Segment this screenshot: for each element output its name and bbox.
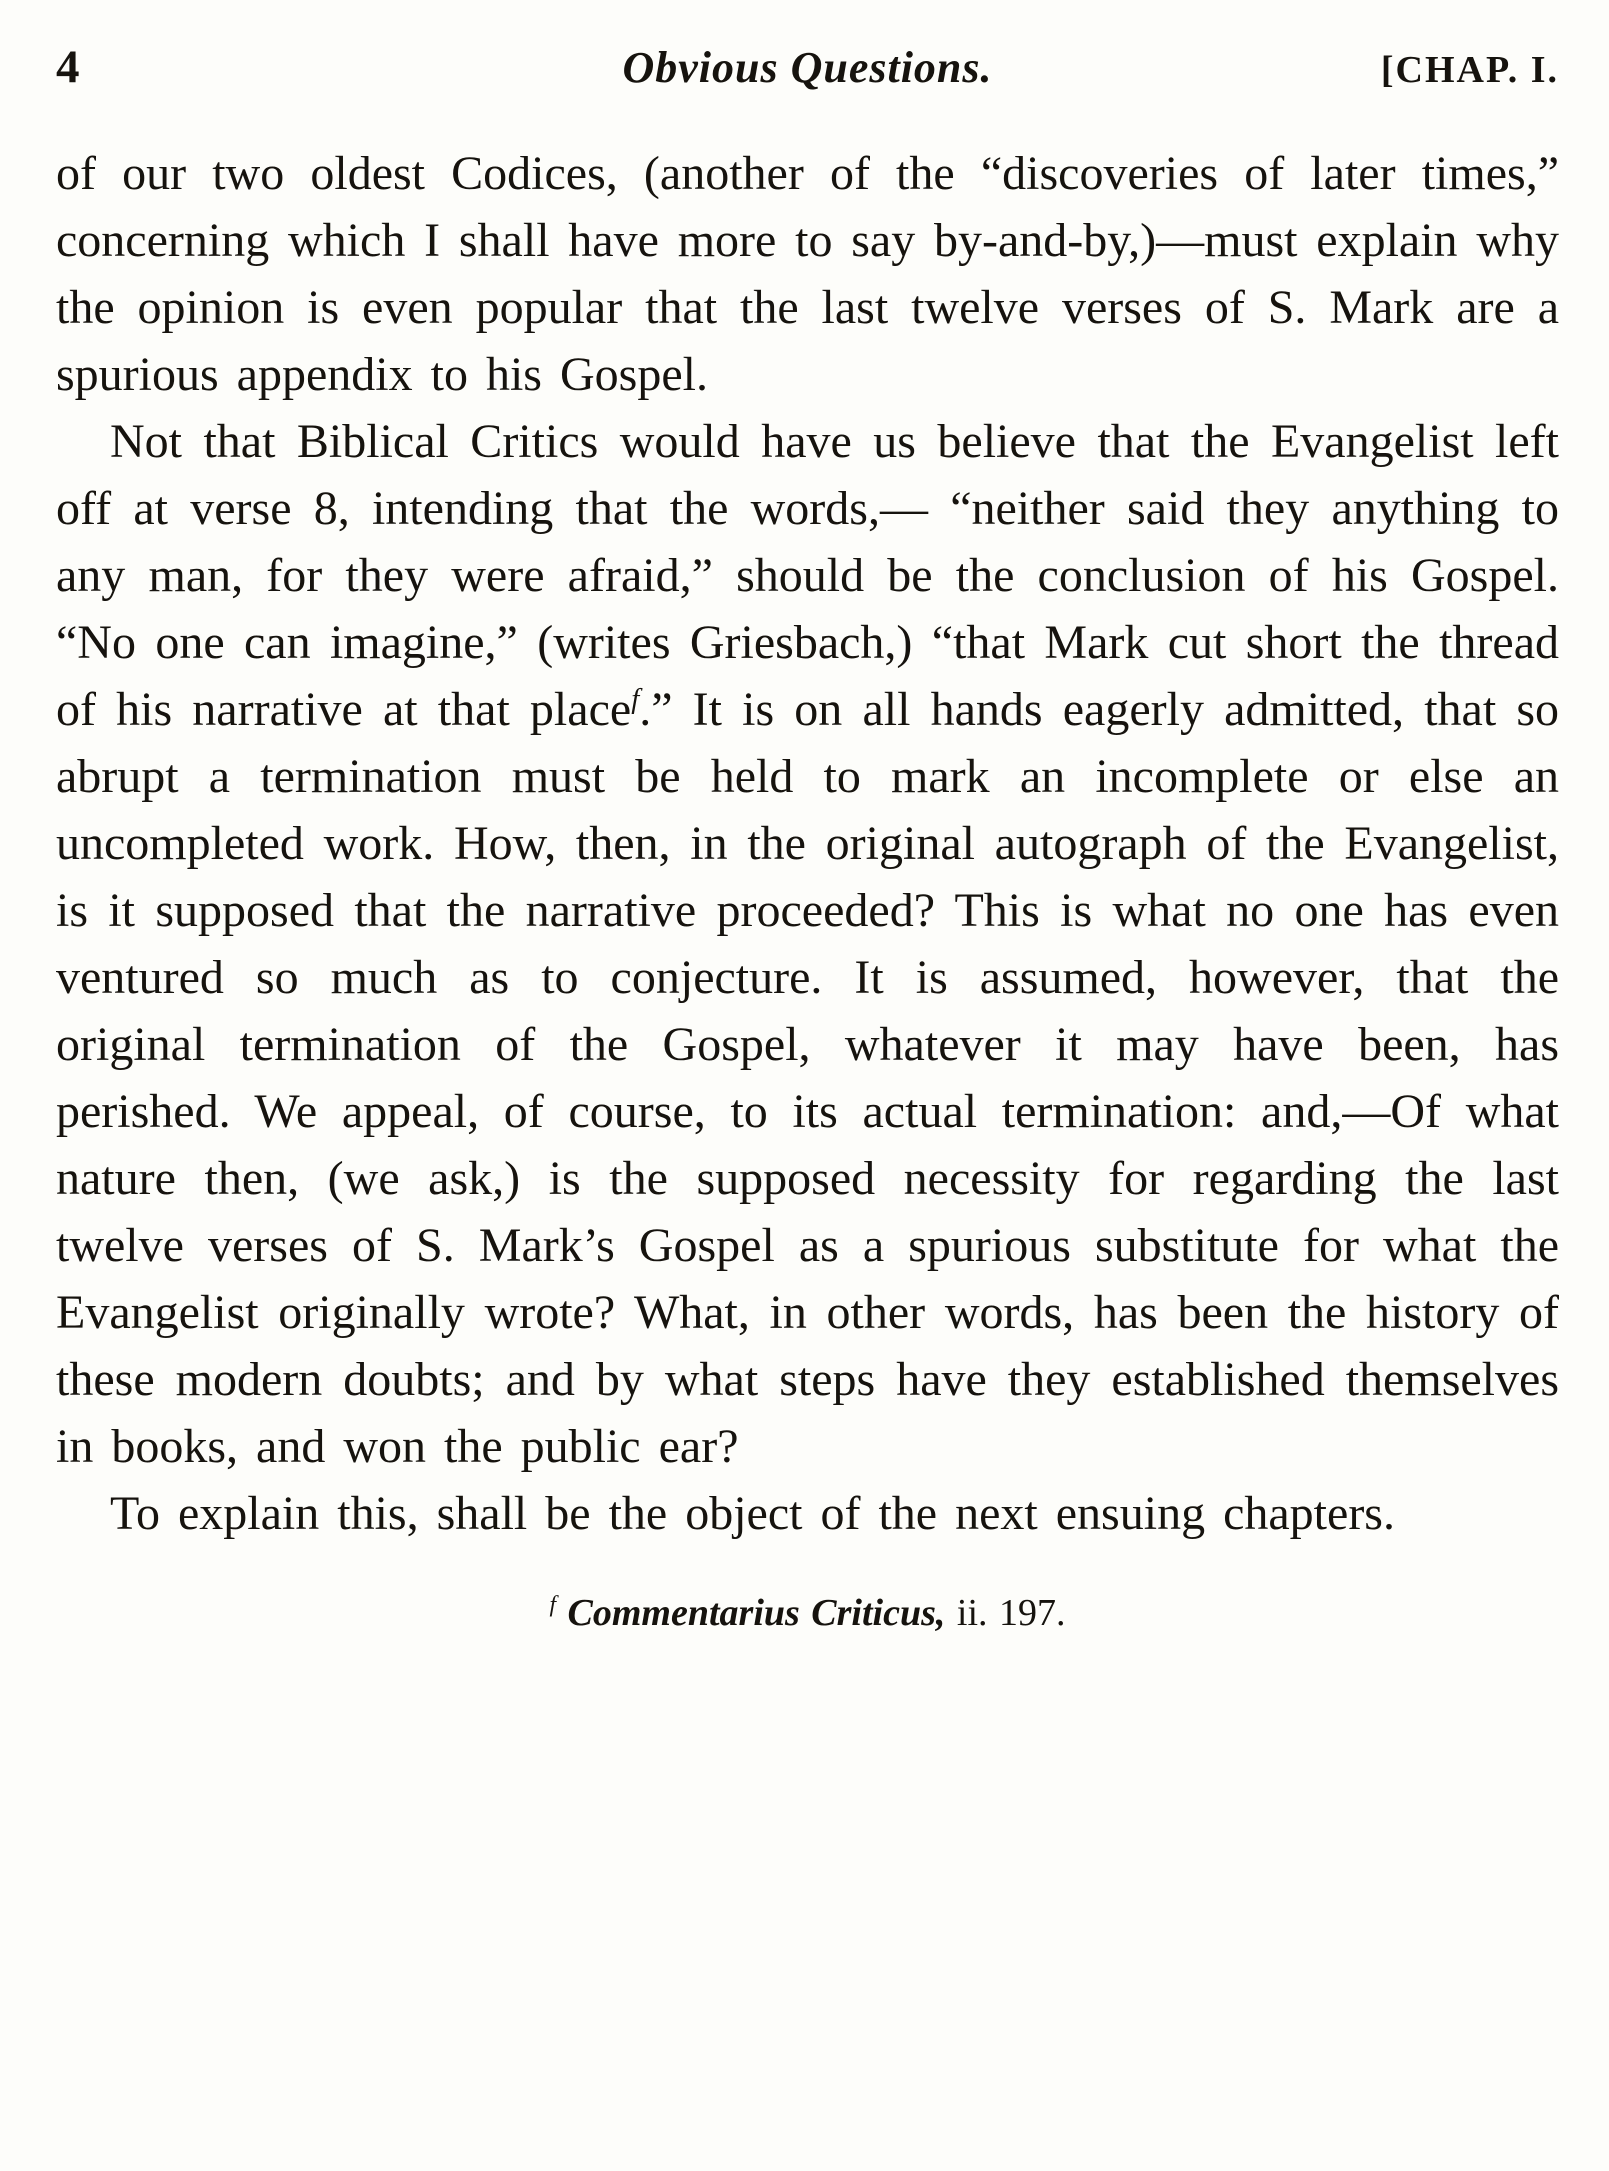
chapter-reference: [CHAP. I.	[1380, 49, 1559, 91]
footnote-reference: ii. 197.	[945, 1592, 1066, 1634]
paragraph-2	[56, 408, 1559, 1480]
paragraph-2-text-after-note: .” It is on all hands eagerly admitted, that so abrupt a termination must be held to mark an incomplete or else an uncompleted work. How, then, in the original autograph of the Evangelist, is it supposed that the narrative proceeded? This is what no one has even ventured so much as to conjecture. It is assumed, however, that the original termination of the Gospel, whatever it may have been, has perished. We appeal, of course, to its actual termination: and,—Of what nature then, (we ask,) is the supposed necessity for regarding the last twelve verses of S. Mark’s Gospel as a spurious substitute for what the Evangelist originally wrote? What, in other words, has been the history of these modern doubts; and by what steps have they established themselves in books, and won the public ear?	[56, 683, 1560, 1473]
body-text	[56, 140, 1559, 1547]
footnote-work-title: Commentarius Criticus,	[567, 1592, 946, 1634]
paragraph-2-text-before-note: Not that Biblical Critics would have us believe that the Evangelist left off at verse 8, intending that the words,— “neither said they anything to any man, for they were afraid,” should be the conclusion of his Gospel. “No one can imagine,” (writes Griesbach,) “that Mark cut short the thread of his narrative at that place	[56, 415, 1559, 736]
paragraph-1	[56, 140, 1559, 408]
footnote	[56, 1591, 1559, 1635]
paragraph-3	[56, 1480, 1559, 1547]
page-number: 4	[56, 41, 80, 93]
footnote-marker-reference: f	[631, 683, 640, 715]
paragraph-1-text: of our two oldest Codices, (another of the “discoveries of later times,” concerning which I shall have more to say by-and-by,)—must explain why the opinion is even popular that the last twelve verses of S. Mark are a spurious appendix to his Gospel.	[56, 147, 1559, 401]
paragraph-3-text: To explain this, shall be the object of the next ensuing chapters.	[110, 1487, 1395, 1540]
footnote-marker: f	[549, 1591, 557, 1618]
running-title: Obvious Questions.	[622, 43, 993, 92]
page-header	[56, 40, 1559, 94]
